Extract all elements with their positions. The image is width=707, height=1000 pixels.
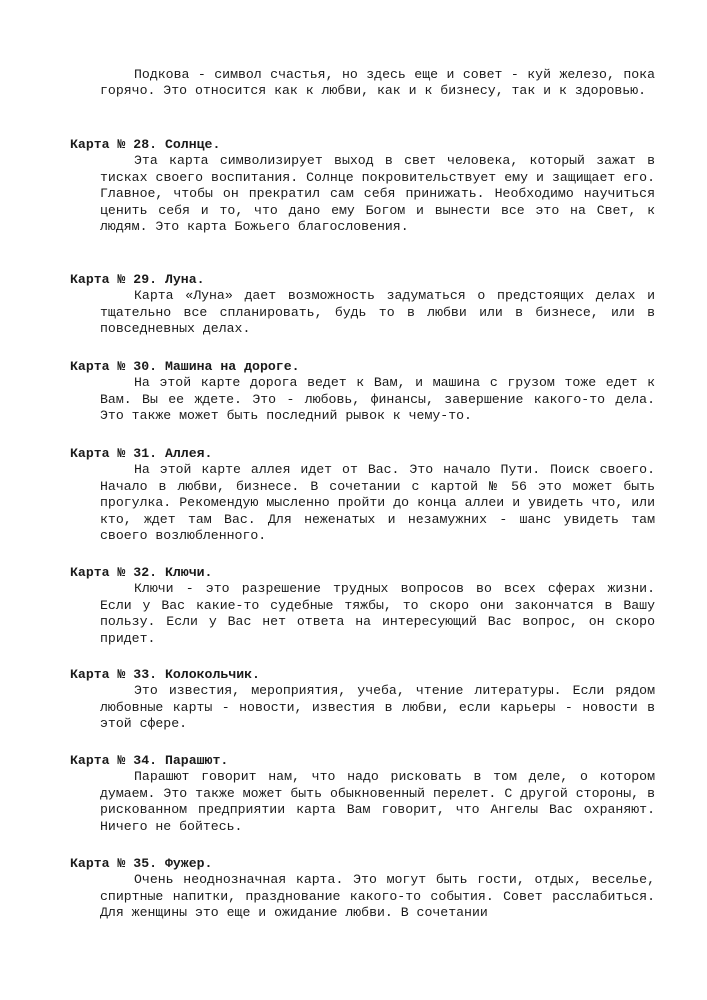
card-title: Ключи. [164,565,213,580]
card-section-29 [70,272,655,338]
card-heading-32 [70,565,655,581]
card-description-33: Это известия, мероприятия, учеба, чтение литературы. Если рядом любовные карты - новости, известия в любви, если карьеры - новости в этой сфере. [100,683,655,732]
intro-paragraph: Подкова - символ счастья, но здесь еще и совет - куй железо, пока горячо. Это относится как к любви, как и к бизнесу, так и к здоровью. [100,67,655,99]
card-number: Карта № 30. [70,359,158,374]
card-description-28: Эта карта символизирует выход в свет человека, который зажат в тисках своего воспитания. Солнце покровительствует ему и защищает его. Главное, чтобы он прекратил сам себя принижать. Необходимо научиться ценить себя и то, что дано ему Богом и вынести все это на Свет, к людям. Это карта Божьего благословения. [100,153,655,235]
card-section-30 [70,359,655,425]
card-heading-29 [70,272,655,288]
card-number: Карта № 31. [70,446,158,461]
card-heading-30 [70,359,655,375]
card-title: Солнце. [164,137,221,152]
card-section-35 [70,856,655,922]
card-description-34: Парашют говорит нам, что надо рисковать в том деле, о котором думаем. Это также может быть обыкновенный перелет. С другой стороны, в рискованном предприятии карта Вам говорит, что Ангелы Вас охраняют. Ничего не бойтесь. [100,769,655,834]
card-description-32: Ключи - это разрешение трудных вопросов во всех сферах жизни. Если у Вас какие-то судебные тяжбы, то скоро они закончатся в Вашу пользу. Если у Вас нет ответа на интересующий Вас вопрос, он скоро придет. [100,581,655,646]
card-description-35: Очень неоднозначная карта. Это могут быть гости, отдых, веселье, спиртные напитки, празднование какого-то события. Совет расслабиться. Для женщины это еще и ожидание любви. В сочетании [100,872,655,921]
card-heading-35 [70,856,655,872]
card-number: Карта № 33. [70,667,158,682]
card-title: Парашют. [164,753,229,768]
card-description-29: Карта «Луна» дает возможность задуматься о предстоящих делах и тщательно все спланировать, будь то в любви или в бизнесе, или в повседневных делах. [100,288,655,337]
card-section-33 [70,667,655,733]
card-title: Колокольчик. [164,667,260,682]
card-heading-34 [70,753,655,769]
card-number: Карта № 28. [70,137,158,152]
card-section-28 [70,137,655,235]
card-section-34 [70,753,655,835]
card-heading-28 [70,137,655,153]
card-description-30: На этой карте дорога ведет к Вам, и машина с грузом тоже едет к Вам. Вы ее ждете. Это - любовь, финансы, завершение какого-то дела. Это также может быть последний рывок к чему-то. [100,375,655,424]
card-number: Карта № 29. [70,272,158,287]
card-title: Луна. [164,272,205,287]
card-heading-33 [70,667,655,683]
card-title: Фужер. [164,856,213,871]
card-section-32 [70,565,655,647]
card-title: Машина на дороге. [164,359,300,374]
card-description-31: На этой карте аллея идет от Вас. Это начало Пути. Поиск своего. Начало в любви, бизнесе. В сочетании с картой № 56 это может быть прогулка. Рекомендую мысленно пройти до конца аллеи и увидеть что, или кто, ждет там Вас. Для неженатых и незамужних - шанс увидеть там своего возлюбленного. [100,462,655,544]
card-number: Карта № 34. [70,753,158,768]
card-heading-31 [70,446,655,462]
card-number: Карта № 32. [70,565,158,580]
card-number: Карта № 35. [70,856,158,871]
card-title: Аллея. [164,446,213,461]
card-section-31 [70,446,655,544]
